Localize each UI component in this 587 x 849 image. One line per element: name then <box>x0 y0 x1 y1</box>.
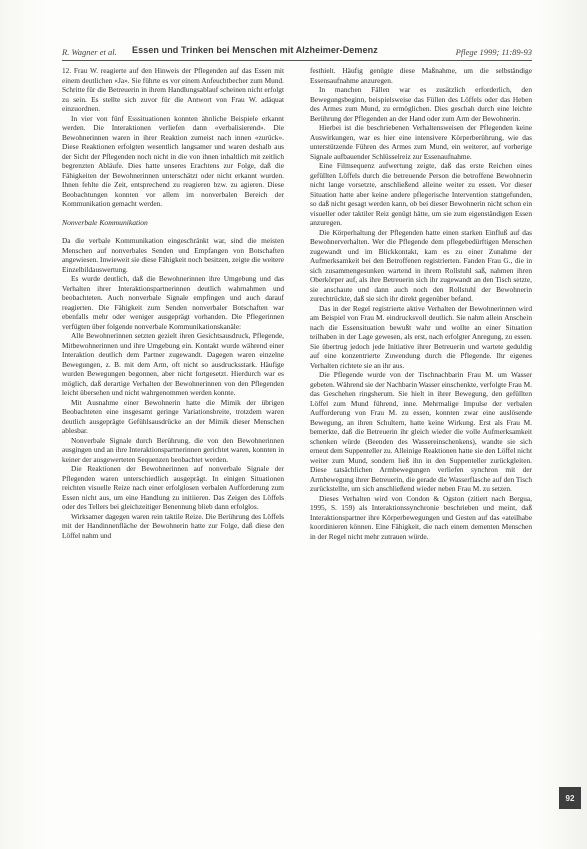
header-title: Essen und Trinken bei Menschen mit Alzheimer-Demenz <box>132 45 378 55</box>
paragraph: Dieses Verhalten wird von Condon & Ogston (zitiert nach Bergua, 1995, S. 159) als Interaktionssynchronie beschrieben und meint, daß Interaktionspartner ihre Körperbewegungen und Gesten auf das «ateilhabe koordinieren können. Eine Fähigkeit, die nach einem dementen Menschen in der Regel nicht mehr zutrauen würde. <box>310 493 532 541</box>
running-header <box>62 45 532 59</box>
paragraph: Da die verbale Kommunikation eingeschränkt war, sind die meisten Menschen auf nonverbales Senden und Empfangen von Botschaften angewiesen. Inwieweit sie diese Fähigkeit noch besitzen, zeigte die weitere Einzelbildauswertung. <box>62 236 284 274</box>
paragraph: In manchen Fällen war es zusätzlich erforderlich, den Bewegungsbeginn, beispielsweise das Füllen des Löffels oder das Heben des Armes zum Mund, zu ermöglichen. Dies geschah durch eine leichte Berührung der Pflegenden an der Hand oder zum Arm der Bewohnerin. <box>310 85 532 123</box>
paragraph: Nonverbale Signale durch Berührung, die von den Bewohnerinnen ausgingen und an ihre Interaktionspartnerinnen gerichtet waren, konnten in keiner der ausgewerteten Sequenzen beobachtet werden. <box>62 435 284 464</box>
paragraph: Die Körperhaltung der Pflegenden hatte einen starken Einfluß auf das Bewohnerverhalten. Wer die Pflegende dem pflegebedürftigen Menschen zugewandt und im Blickkontakt, kam es zu einer Zunahme der Aufmerksamkeit bei den Betroffenen registrierten. Fanden Frau G., die in sich zusammengesunken wartend in ihrem Rollstuhl saß, nahmen ihren Oberkörper auf, als ihre Betreuerin sich ihr zugewandt an den Tisch setzte, sie anschaute und dann auch noch den Rollstuhl der Bewohnerin zurechtrückte, daß sie sich ihr direkt gegenüber befand. <box>310 227 532 303</box>
right-column <box>310 66 532 541</box>
paragraph: In vier von fünf Esssituationen konnten ähnliche Beispiele erkannt werden. Die Interaktionen verliefen dann «verbalisierend». Die Bewohnerinnen waren in ihrer Reaktion zumeist nach innen «zurück». Diese Reaktionen erfolgten wesentlich langsamer und waren deshalb aus der Sicht der Pflegenden noch nicht in die von ihnen inhaltlich mit zeitlich begrenzten Abläufe. Dies hatte unseres Erachtens zur Folge, daß die Fähigkeiten der Bewohnerinnen unterschätzt oder nicht erkannt wurden. Ihnen fehlte die Zeit, entsprechend zu reagieren bzw. zu agieren. Diese Beobachtungen konnten vor allem im nonverbalen Bereich der Kommunikation gemacht werden. <box>62 113 284 208</box>
paragraph: Eine Filmsequenz aufwertung zeigte, daß das erste Reichen eines gefüllten Löffels durch die betreuende Person die betroffene Bewohnerin nicht lange vorsetzte, anschließend alleine weiter zu essen. Vor dieser Situation hatte aber keine andere pflegerische Intervention stattgefunden, so daß nicht gesagt werden kann, ob bei dieser Bewohnerin nicht schon ein visueller oder taktiler Reiz genügt hätte, um sie zum eigenständigen Essen anzuregen. <box>310 161 532 227</box>
paragraph: Wirksamer dagegen waren rein taktile Reize. Die Berührung des Löffels mit der Handinnenfläche der Bewohnerin hatte zur Folge, daß diese den Löffel nahm und <box>62 511 284 540</box>
paragraph: festhielt. Häufig genügte diese Maßnahme, um die selbständige Essensaufnahme anzuregen. <box>310 66 532 85</box>
paragraph: 12. Frau W. reagierte auf den Hinweis der Pflegenden auf das Essen mit einem deutlichen «Ja». Sie führte es vor einem Anfeuchtbecher zum Mund. Schritte für die Betreuerin in ihrem Handlungsablauf scheinen nicht erfolgt zu sein. Es stellte sich zuvor für die Antwort von Frau W. adäquat einzuordnen. <box>62 66 284 113</box>
header-rule <box>62 60 532 61</box>
header-journal: Pflege 1999; 11:89-93 <box>455 47 532 57</box>
paragraph: Die Pflegende wurde von der Tischnachbarin Frau M. um Wasser gebeten. Während sie der Nachbarin Wasser einschenkte, verfolgte Frau M. das Geschehen ringsherum. Sie hielt in ihrer Bewegung, den gefüllten Löffel zum Mund führend, inne. Mehrmalige Impulse der verbalen Aufforderung von Frau M. zu essen, konnten zwar eine auslösende Bewegung, an ihren Schultern, hatte keine Wirkung. Erst als Frau M. bemerkte, daß die Betreuerin ihr gleich wieder die volle Aufmerksamkeit schenken würde (Beenden des Wassereinschenkens), wandte sie sich erneut dem Suppenteller zu. Alleinige Reaktionen hatte sie den Löffel nicht weiter zum Mund, sondern ließ ihn in den Suppenteller zurückgleiten. Diese tatsächlichen Armbewegungen verliefen synchron mit der Armbewegung ihrer Betreuerin, die gerade die Wasserflasche auf den Tisch zurückstellte, um sich anschließend wieder neben Frau M. zu setzen. <box>310 370 532 493</box>
paragraph: Die Reaktionen der Bewohnerinnen auf nonverbale Signale der Pflegenden waren unterschiedlich ausgeprägt. In einigen Situationen reichten visuelle Reize nach einer erfolglosen verbalen Aufforderung zum Essen nicht aus, um eine Handlung zu initiieren. Das Zeigen des Löffels oder des Tellers bei gleichzeitiger Benennung blieb dann erfolglos. <box>62 464 284 511</box>
paragraph: Das in der Regel registrierte aktive Verhalten der Bewohnerinnen wird am Beispiel von Frau M. eindrucksvoll deutlich. Sie nahm allein Anschein nach die Essensituation bewußt wahr und wollte an einer Situation teilhaben in der Lage gewesen, als erst, nach erfolgter Anregung, zu essen. Sie übertrug jedoch jede Initiative ihrer Betreuerin und wartete geduldig auf eine konzentrierte Zuwendung durch die Pflegende. Ihr eigenes Verhalten richtete sie an ihr aus. <box>310 303 532 370</box>
header-author: R. Wagner et al. <box>62 47 117 57</box>
paragraph: Hierbei ist die beschriebenen Verhaltensweisen der Pflegenden keine Auswirkungen, war es hier eine intensivere Körperberührung, wie das unterstützende Führen des Armes zum Mund, ein weiterer, auf vorherige Signale aufbauender Schlüsselreiz zur Essenaufnahme. <box>310 123 532 161</box>
paragraph: Alle Bewohnerinnen setzten gezielt ihren Gesichtsausdruck, Pflegende, Mitbewohnerinnen und ihre Umgebung ein. Kontakt wurde während einer Interaktion deutlich dem Partner zugewandt. Dagegen waren einzelne Bewegungen, z. B. mit dem Arm, oft nicht so ausdrucksstark. Häufige wurden Bewegungen begonnen, aber nicht fortgesetzt. Hierdurch war es möglich, daß derartige Verhalten der Bewohnerinnen von den Pflegenden leicht übersehen und nicht wahrgenommen werden konnte. <box>62 331 284 397</box>
section-heading: Nonverbale Kommunikation <box>62 217 148 227</box>
paragraph: Mit Ausnahme einer Bewohnerin hatte die Mimik der übrigen Beobachteten eine insgesamt geringe Variationsbreite, trotzdem waren deutlich ausgeprägte Gefühlsausdrücke an der Mimik dieser Menschen ablesbar. <box>62 397 284 435</box>
page-number: 92 <box>559 787 581 809</box>
paragraph: Es wurde deutlich, daß die Bewohnerinnen ihre Umgebung und das Verhalten ihrer Interaktionspartnerinnen deutlich wahrnahmen und beobachteten. Auch nonverbale Signale empfingen und auch darauf reagierten. Die Fähigkeit zum Senden nonverbaler Botschaften war ebenfalls mehr oder weniger ausgeprägt vorhanden. Die Pflegerinnen verfügten über folgende nonverbale Kommunikationskanäle: <box>62 274 284 331</box>
left-column <box>62 66 284 540</box>
